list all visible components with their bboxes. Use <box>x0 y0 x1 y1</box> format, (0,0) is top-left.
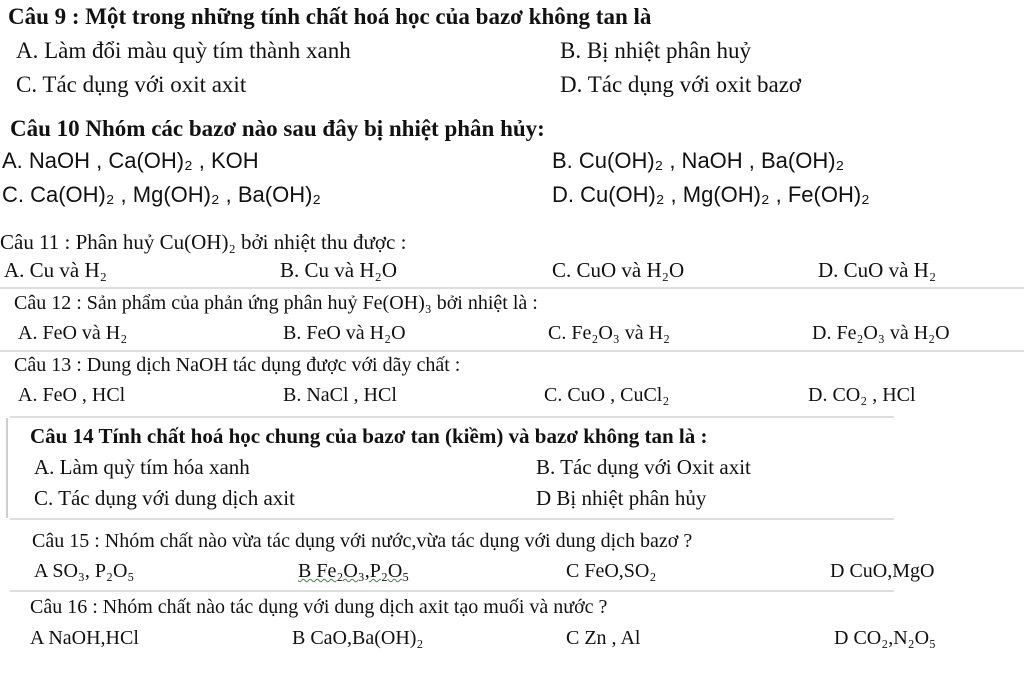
question-15-option-b: B Fe₂O₃,P₂O₅ <box>298 560 410 582</box>
question-13-option-b: B. NaCl , HCl <box>283 384 397 406</box>
question-16-option-b: B CaO,Ba(OH)₂ <box>292 627 424 649</box>
question-14-option-d: D Bị nhiệt phân hủy <box>536 486 707 510</box>
question-11-option-c: C. CuO và H₂O <box>552 258 685 282</box>
question-11-title: Câu 11 : Phân huỷ Cu(OH)₂ bởi nhiệt thu được : <box>0 230 407 254</box>
question-16-option-d: D CO₂,N₂O₅ <box>834 627 937 649</box>
question-16-title: Câu 16 : Nhóm chất nào tác dụng với dung dịch axit tạo muối và nước ? <box>30 596 608 618</box>
question-15-title: Câu 15 : Nhóm chất nào vừa tác dụng với nước,vừa tác dụng với dung dịch bazơ ? <box>32 530 693 552</box>
question-12-option-d: D. Fe₂O₃ và H₂O <box>812 322 950 344</box>
question-11-option-d: D. CuO và H₂ <box>818 258 937 282</box>
question-9-option-a: A. Làm đổi màu quỳ tím thành xanh <box>16 38 351 63</box>
question-10-option-d: D. Cu(OH)₂ , Mg(OH)₂ , Fe(OH)₂ <box>552 182 870 207</box>
question-9-option-b: B. Bị nhiệt phân huỷ <box>560 38 752 63</box>
question-9-title: Câu 9 : Một trong những tính chất hoá học của bazơ không tan là <box>8 4 652 29</box>
question-15-option-c: C FeO,SO₂ <box>566 560 657 582</box>
question-10-option-a: A. NaOH , Ca(OH)₂ , KOH <box>2 148 259 173</box>
divider <box>6 418 8 518</box>
question-10-option-c: C. Ca(OH)₂ , Mg(OH)₂ , Ba(OH)₂ <box>2 182 321 207</box>
question-15-option-d: D CuO,MgO <box>830 560 935 582</box>
question-12-option-b: B. FeO và H₂O <box>283 322 406 344</box>
question-10-option-b: B. Cu(OH)₂ , NaOH , Ba(OH)₂ <box>552 148 845 173</box>
question-13-option-a: A. FeO , HCl <box>18 384 126 406</box>
question-16-option-c: C Zn , Al <box>566 627 641 649</box>
question-12-option-c: C. Fe₂O₃ và H₂ <box>548 322 671 344</box>
question-12-option-a: A. FeO và H₂ <box>18 322 128 344</box>
question-13-option-d: D. CO₂ , HCl <box>808 384 916 406</box>
question-13-title: Câu 13 : Dung dịch NaOH tác dụng được với dãy chất : <box>14 354 461 376</box>
question-16-option-a: A NaOH,HCl <box>30 627 139 649</box>
question-11-option-a: A. Cu và H₂ <box>4 258 107 282</box>
question-10-title: Câu 10 Nhóm các bazơ nào sau đây bị nhiệt phân hủy: <box>10 116 545 141</box>
divider <box>10 518 894 520</box>
question-14-option-a: A. Làm quỳ tím hóa xanh <box>34 455 250 479</box>
divider <box>10 590 894 592</box>
question-9-option-c: C. Tác dụng với oxit axit <box>16 72 247 97</box>
divider <box>0 287 1024 289</box>
question-14-title: Câu 14 Tính chất hoá học chung của bazơ tan (kiềm) và bazơ không tan là : <box>30 424 708 448</box>
divider <box>10 416 894 418</box>
question-14-option-c: C. Tác dụng với dung dịch axit <box>34 486 295 510</box>
question-12-title: Câu 12 : Sản phẩm của phản ứng phân huỷ Fe(OH)₃ bởi nhiệt là : <box>14 292 538 314</box>
question-13-option-c: C. CuO , CuCl₂ <box>544 384 670 406</box>
question-9-option-d: D. Tác dụng với oxit bazơ <box>560 72 802 97</box>
divider <box>0 350 1024 352</box>
question-11-option-b: B. Cu và H₂O <box>280 258 397 282</box>
question-15-option-a: A SO₃, P₂O₅ <box>34 560 135 582</box>
question-14-option-b: B. Tác dụng với Oxit axit <box>536 455 751 479</box>
